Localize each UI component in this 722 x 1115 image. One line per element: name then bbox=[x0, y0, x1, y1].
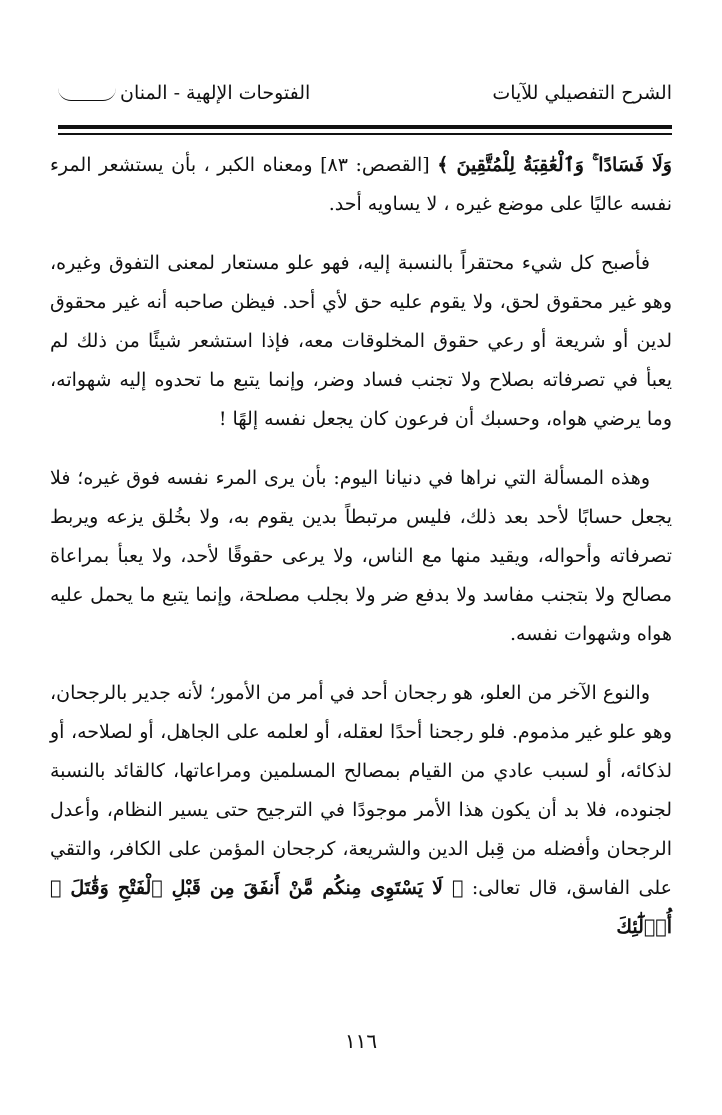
quran-quote-2: ﴿ لَا يَسْتَوِى مِنكُم مَّنْ أَنفَقَ مِن قَبْلِ ٱلْفَتْحِ وَقَٰتَلَ ۚ أُو۟لَٰٓئِكَ bbox=[50, 877, 672, 938]
page-number: ١١٦ bbox=[344, 1029, 378, 1053]
paragraph-4 bbox=[50, 674, 672, 947]
page-body bbox=[50, 146, 672, 967]
paragraph-4-text: والنوع الآخر من العلو، هو رجحان أحد في أمر من الأمور؛ لأنه جدير بالرجحان، وهو علو غير مذموم. فلو رجحنا أحدًا لعقله، أو لعلمه على الجاهل، أو لصلاحه، أو لذكائه، أو لسبب عادي من القيام بمصالح المسلمين ومراعاتها، كالقائد بالنسبة لجنوده، فلا بد أن يكون هذا الأمر موجودًا في الترجيح حتى يسير النظام، وأعدل الرجحان وأفضله من قِبل الدين والشريعة، كرجحان المؤمن على الكافر، والتقي على الفاسق، قال تعالى: bbox=[50, 682, 673, 899]
paragraph-2: فأصبح كل شيء محتقراً بالنسبة إليه، فهو علو مستعار لمعنى التفوق وغيره، وهو غير محقوق لحق، ولا يقوم عليه حق لأي أحد. فيظن صاحبه أنه غير محقوق لدين أو شريعة أو رعي حقوق المخلوقات معه، فإذا استشعر شيئًا من ذلك لم يعبأ في تصرفاته بصلاح ولا تجنب فساد وضر، وإنما يتبع ما تحدوه إليه شهواته، وما يرضي هواه، وحسبك أن فرعون كان يجعل نفسه إلهًا ! bbox=[50, 252, 672, 430]
header-rule-thin bbox=[58, 133, 672, 135]
paragraph-1 bbox=[50, 146, 672, 224]
paragraph-1-text: [القصص: ٨٣] ومعناه الكبر ، بأن يستشعر المرء نفسه عاليًا على موضع غيره ، لا يساويه أحد. bbox=[50, 154, 672, 215]
header-section-title: الشرح التفصيلي للآيات bbox=[492, 82, 672, 104]
header-book-title-text: الفتوحات الإلهية - المنان bbox=[120, 82, 311, 104]
paragraph-3: وهذه المسألة التي نراها في دنيانا اليوم: بأن يرى المرء نفسه فوق غيره؛ فلا يجعل حسابًا لأحد بعد ذلك، فليس مرتبطاً بدين يقوم به، ولا بخُلق يزعه ويربط تصرفاته وأحواله، ويقيد منها مع الناس، ولا يرعى حقوقًا لأحد، ولا يعبأ بمراعاة مصالح ولا بتجنب مفاسد ولا بدفع ضر ولا بجلب مصلحة، وإنما يتبع ما يحمل عليه هواه وشهوات نفسه. bbox=[50, 467, 672, 645]
header-flourish-ornament bbox=[58, 88, 116, 101]
running-header bbox=[58, 78, 672, 112]
header-book-title bbox=[58, 78, 310, 108]
quran-quote-1: وَلَا فَسَادًا ۚ وَٱلْعَٰقِبَةُ لِلْمُتَّقِينَ ﴾ bbox=[437, 154, 672, 176]
header-rule-thick bbox=[58, 125, 672, 129]
